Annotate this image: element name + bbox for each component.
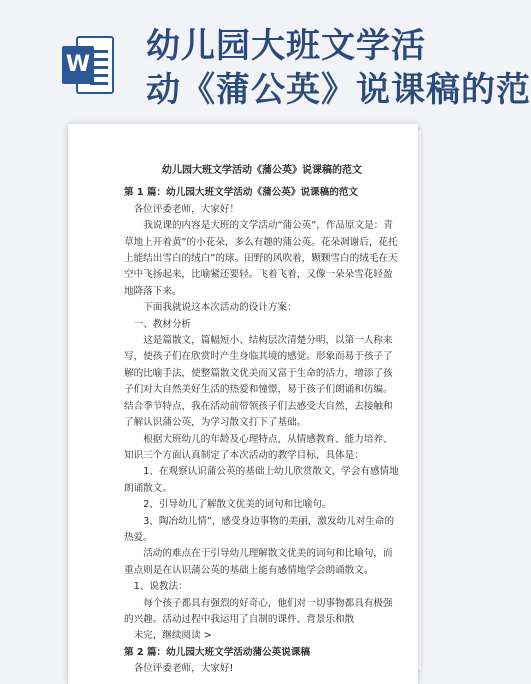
paragraph: 下面我就说这本次活动的设计方案： bbox=[143, 302, 297, 314]
paragraph[interactable]: 未完，继续阅读 > bbox=[133, 630, 212, 642]
section-heading: 第 1 篇：幼儿园大班文学活动《蒲公英》说课稿的范文 bbox=[124, 187, 359, 199]
word-doc-icon bbox=[62, 36, 114, 94]
banner-title-line1: 幼儿园大班文学活 bbox=[146, 26, 426, 66]
word-logo-letter: W bbox=[62, 46, 94, 84]
document-content bbox=[124, 163, 400, 678]
paragraph: 这是篇散文，篇幅短小、结构层次清楚分明，以第一人称来写，使孩子们在欣赏时产生身临其境的感觉。形象而易于孩子了解的比喻手法，使整篇散文优美而又富于生命的活力，增添了孩子们对大自然美好生活的热爱和憧憬，易于孩子们朗诵和仿编。结合季节特点，我在活动前带领孩子们去感受大自然，去接触和了解认识蒲公英，为学习散文打下了基础。 bbox=[124, 335, 393, 429]
paragraph: 3、陶冶幼儿情”，感受身边事物的美丽，激发幼儿对生命的热爱。 bbox=[124, 515, 395, 543]
paragraph: 2、引导幼儿了解散文优美的词句和比喻句。 bbox=[143, 499, 332, 511]
banner bbox=[0, 0, 531, 126]
paragraph: 1、说教法： bbox=[133, 581, 188, 593]
paragraph: 一、教材分析 bbox=[133, 318, 192, 330]
paragraph: 活动的难点在于引导幼儿理解散文优美的词句和比喻句，而重点则是在认识蒲公英的基础上能有感情地学会朗诵散文。 bbox=[124, 548, 393, 576]
paragraph: 各位评委老师，大家好！ bbox=[133, 203, 240, 215]
paragraph: 每个孩子都具有强烈的好奇心，他们对一切事物都具有极强的兴趣。活动过程中我运用了自制的课件、背景乐和散 bbox=[124, 597, 393, 625]
document-body bbox=[124, 185, 400, 677]
section-heading: 第 2 篇：幼儿园大班文学活动蒲公英说课稿 bbox=[124, 646, 311, 658]
paragraph: 1、在观察认识蒲公英的基础上幼儿欣赏散文，学会有感情地朗诵散文。 bbox=[124, 466, 399, 494]
paragraph: 我说课的内容是大班的文学活动“蒲公英”，作品原文是：青草地上开着黄”的小花朵，多么有趣的蒲公英。花朵凋谢后，花托上能结出雪白的绒白”的球。田野的风吹着，颗颗雪白的绒毛在天空中飞扬起来，比喻紧还要轻。飞着飞着，又像一朵朵雪花轻盈地降落下来。 bbox=[124, 220, 398, 297]
banner-title-line2: 动《蒲公英》说课稿的范 bbox=[146, 70, 531, 110]
paragraph: 各位评委老师，大家好! bbox=[133, 663, 234, 675]
document-title: 幼儿园大班文学活动《蒲公英》说课稿的范文 bbox=[162, 165, 362, 176]
paragraph: 根据大班幼儿的年龄及心理特点，从情感教育、能力培养、知识三个方面认真制定了本次活动的教学目标，具体是： bbox=[124, 433, 393, 461]
banner-title bbox=[146, 24, 531, 112]
